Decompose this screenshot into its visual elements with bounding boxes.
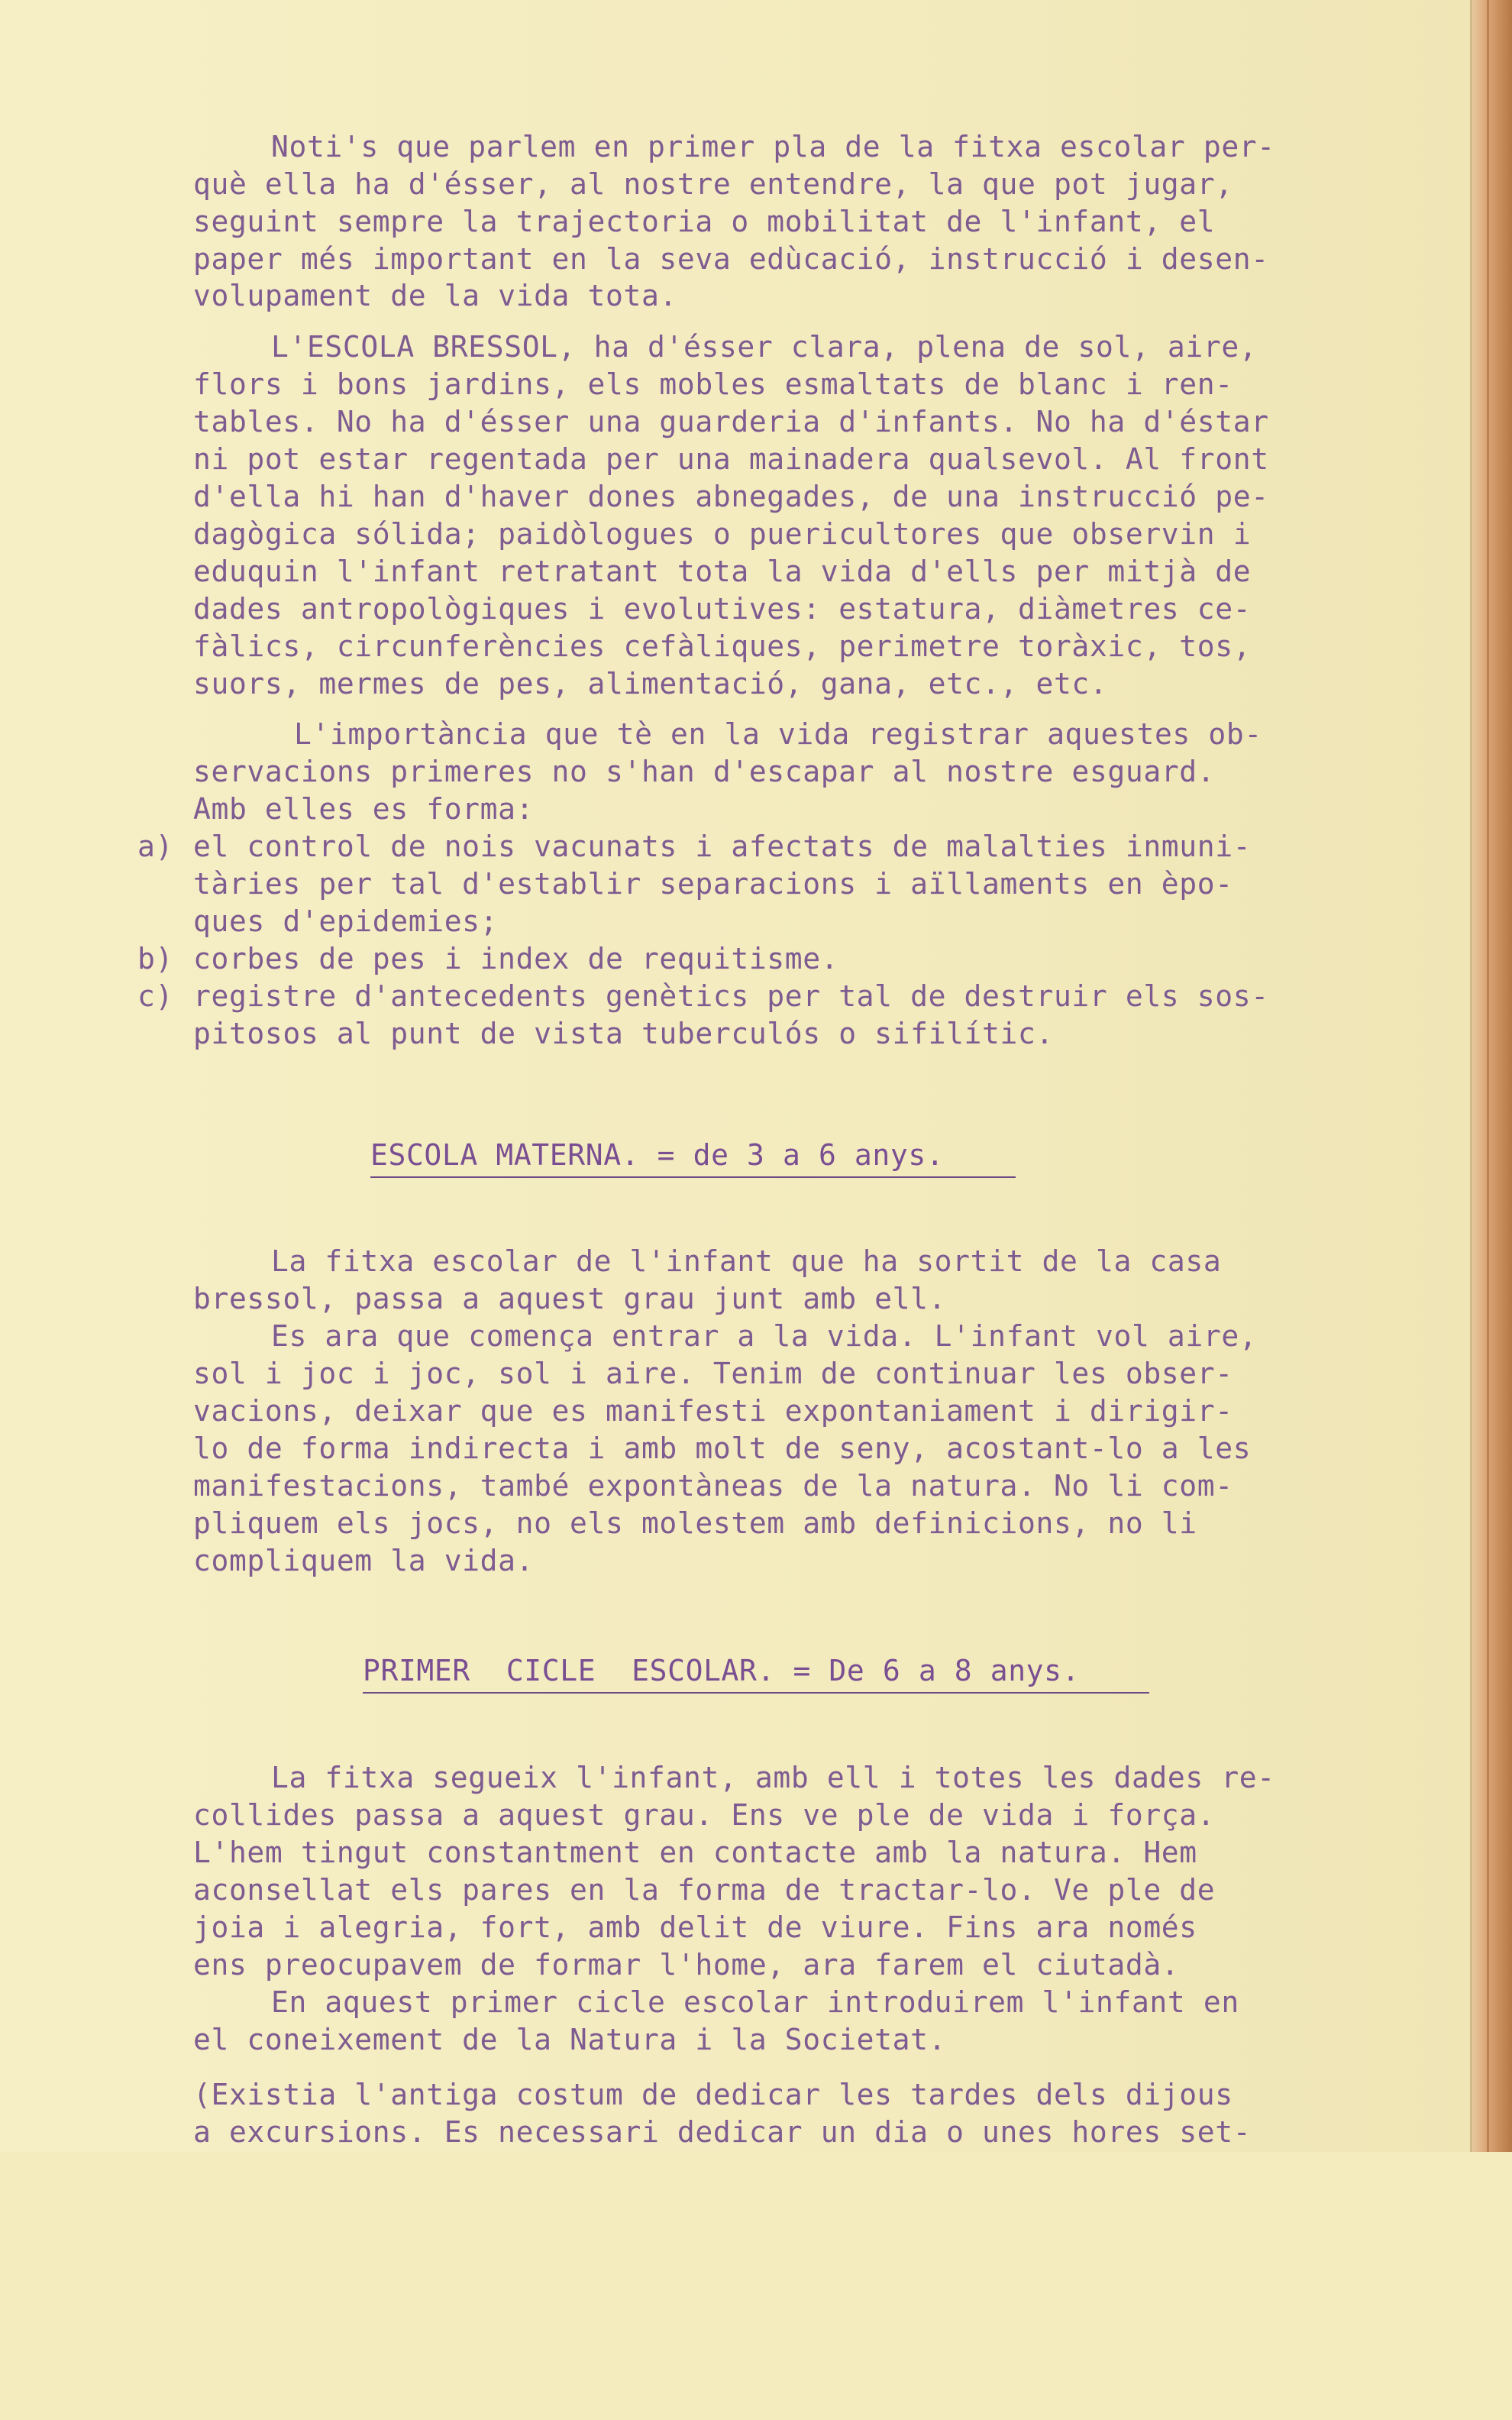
text-line: L'hem tingut constantment en contacte amb la natura. Hem <box>193 1836 1197 1869</box>
text-line: flors i bons jardins, els mobles esmaltats de blanc i ren- <box>193 367 1233 401</box>
text-line: collides passa a aquest grau. Ens ve ple de vida i força. <box>193 1798 1216 1832</box>
page-binding-edge <box>1472 0 1512 2152</box>
list-marker: c) <box>137 979 173 1013</box>
text-line: dagògica sólida; paidòlogues o puericultores que observin i <box>193 517 1252 551</box>
section-heading-primer-cicle: PRIMER CICLE ESCOLAR. = De 6 a 8 anys. <box>363 1652 1149 1694</box>
text-line: el coneixement de la Natura i la Societat. <box>193 2023 947 2056</box>
text-line: seguint sempre la trajectoria o mobilitat de l'infant, el <box>193 205 1216 238</box>
text-line: suors, mermes de pes, alimentació, gana, etc., etc. <box>193 667 1108 700</box>
list-marker: a) <box>137 830 173 863</box>
text-line: dades antropològiques i evolutives: estatura, diàmetres ce- <box>193 592 1252 626</box>
text-line: bressol, passa a aquest grau junt amb ell. <box>193 1282 947 1315</box>
text-line: compliquem la vida. <box>193 1544 535 1577</box>
text-line: aconsellat els pares en la forma de tractar-lo. Ve ple de <box>193 1873 1216 1907</box>
text-line: L'importància que tè en la vida registrar aquestes ob- <box>294 717 1262 751</box>
text-line: lo de forma indirecta i amb molt de seny, acostant-lo a les <box>193 1432 1252 1465</box>
text-line: vacions, deixar que es manifesti expontaniament i dirigir- <box>193 1394 1233 1428</box>
text-line: (Existia l'antiga costum de dedicar les tardes dels dijous <box>193 2078 1233 2111</box>
list-item-line: corbes de pes i index de requitisme. <box>193 942 839 975</box>
text-line: Amb elles es forma: <box>193 792 535 826</box>
list-item-line: el control de nois vacunats i afectats de malalties inmuni- <box>193 830 1252 863</box>
list-item-line: registre d'antecedents genètics per tal de destruir els sos- <box>193 979 1269 1013</box>
text-line: pliquem els jocs, no els molestem amb definicions, no li <box>193 1506 1197 1540</box>
text-line: La fitxa escolar de l'infant que ha sortit de la casa <box>271 1244 1222 1278</box>
text-line: Noti's que parlem en primer pla de la fitxa escolar per- <box>271 130 1275 163</box>
text-line: què ella ha d'ésser, al nostre entendre, la que pot jugar, <box>193 167 1233 201</box>
list-marker: b) <box>137 942 173 975</box>
text-line: volupament de la vida tota. <box>193 279 677 312</box>
section-heading-escola-materna: ESCOLA MATERNA. = de 3 a 6 anys. <box>370 1137 1016 1178</box>
text-line: tables. No ha d'ésser una guarderia d'infants. No ha d'éstar <box>193 405 1269 438</box>
text-line: Es ara que comença entrar a la vida. L'infant vol aire, <box>271 1319 1258 1353</box>
text-line: ens preocupavem de formar l'home, ara farem el ciutadà. <box>193 1948 1180 1982</box>
text-line: ni pot estar regentada per una mainadera qualsevol. Al front <box>193 442 1269 476</box>
text-line: manifestacions, també expontàneas de la natura. No li com- <box>193 1469 1233 1503</box>
list-item-line: tàries per tal d'establir separacions i aïllaments en èpo- <box>193 867 1233 901</box>
text-line: a excursions. Es necessari dedicar un dia o unes hores set- <box>193 2115 1252 2149</box>
text-line: La fitxa segueix l'infant, amb ell i totes les dades re- <box>271 1761 1275 1794</box>
text-line: L'ESCOLA BRESSOL, ha d'ésser clara, plena de sol, aire, <box>271 330 1258 364</box>
text-line: d'ella hi han d'haver dones abnegades, de una instrucció pe- <box>193 480 1269 513</box>
text-line: paper més important en la seva edùcació, instrucció i desen- <box>193 242 1269 276</box>
text-line: eduquin l'infant retratant tota la vida d'ells per mitjà de <box>193 555 1252 588</box>
text-line: sol i joc i joc, sol i aire. Tenim de continuar les obser- <box>193 1357 1233 1390</box>
list-item-line: ques d'epidemies; <box>193 904 499 938</box>
text-line: En aquest primer cicle escolar introduirem l'infant en <box>271 1985 1239 2019</box>
text-line: joia i alegria, fort, amb delit de viure. Fins ara només <box>193 1910 1197 1944</box>
list-item-line: pitosos al punt de vista tuberculós o sifilític. <box>193 1017 1054 1050</box>
text-line: servacions primeres no s'han d'escapar al nostre esguard. <box>193 755 1216 788</box>
binding-shadow-line <box>1487 0 1489 2152</box>
text-line: fàlics, circunferències cefàliques, perimetre toràxic, tos, <box>193 629 1252 663</box>
